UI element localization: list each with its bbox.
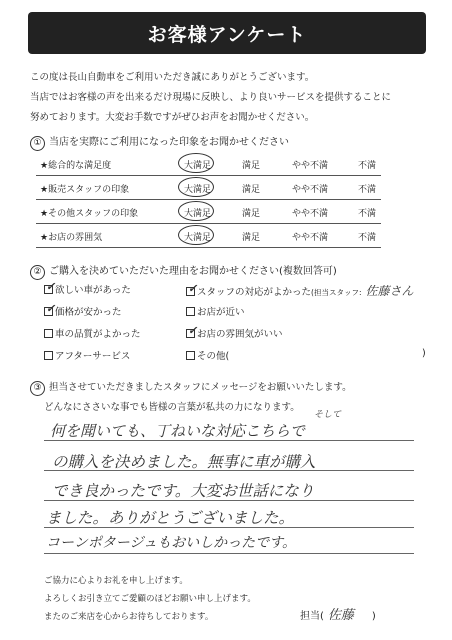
reason-label: お店の雰囲気がいい bbox=[197, 329, 283, 340]
intro-paragraph bbox=[30, 68, 430, 128]
staff-name-handwritten: 佐藤さん bbox=[365, 284, 414, 298]
reason-item[interactable] bbox=[44, 348, 130, 362]
rating-row bbox=[36, 200, 381, 224]
reason-item[interactable] bbox=[44, 304, 122, 318]
tanto-name-handwritten: 佐藤 bbox=[327, 608, 354, 623]
title-banner bbox=[28, 12, 426, 54]
staff-prefix-label: (担当スタッフ: bbox=[311, 288, 362, 297]
writing-line bbox=[44, 527, 414, 528]
other-close-paren: ) bbox=[422, 348, 426, 359]
rating-row-label: ★その他スタッフの印象 bbox=[40, 209, 139, 219]
tanto-field bbox=[300, 604, 376, 623]
writing-line bbox=[44, 470, 414, 471]
handwritten-message-line: の購入を決めました。無事に車が購入 bbox=[52, 453, 316, 471]
option-satisfied[interactable]: 満足 bbox=[242, 185, 261, 195]
reason-label: 欲しい車があった bbox=[55, 285, 131, 296]
footer-line: またのご来店を心からお待ちしております。 bbox=[44, 612, 214, 622]
check-mark-icon: ✓ bbox=[188, 324, 198, 337]
option-somewhat-dissatisfied[interactable]: やや不満 bbox=[292, 161, 329, 171]
q3-heading bbox=[30, 378, 440, 418]
reason-label: スタッフの対応がよかった bbox=[197, 287, 312, 298]
reason-item[interactable] bbox=[44, 326, 141, 340]
q1-heading bbox=[30, 133, 289, 151]
reason-item[interactable] bbox=[186, 304, 245, 318]
option-somewhat-dissatisfied[interactable]: やや不満 bbox=[292, 185, 329, 195]
option-satisfied[interactable]: 満足 bbox=[242, 233, 261, 243]
option-very-satisfied[interactable]: 大満足 bbox=[184, 161, 212, 171]
writing-line bbox=[44, 500, 414, 501]
reason-item[interactable] bbox=[186, 282, 413, 299]
checkbox[interactable] bbox=[186, 351, 195, 360]
writing-line bbox=[44, 440, 414, 441]
check-mark-icon: ✓ bbox=[46, 302, 56, 315]
checkbox[interactable] bbox=[44, 302, 56, 316]
footer-note bbox=[44, 572, 256, 626]
q1-number: ① bbox=[30, 136, 45, 151]
handwritten-insertion: そして bbox=[314, 410, 342, 420]
option-very-satisfied[interactable]: 大満足 bbox=[184, 209, 212, 219]
q2-heading-text: ご購入を決めていただいた理由をお聞かせください(複数回答可) bbox=[49, 266, 337, 277]
footer-line: よろしくお引き立てご愛顧のほどお願い申し上げます。 bbox=[44, 594, 256, 604]
option-dissatisfied[interactable]: 不満 bbox=[358, 161, 377, 171]
q2-number: ② bbox=[30, 265, 45, 280]
intro-line: 当店ではお客様の声を出来るだけ現場に反映し、より良いサービスを提供することに bbox=[30, 92, 392, 103]
option-dissatisfied[interactable]: 不満 bbox=[358, 185, 377, 195]
checkbox[interactable] bbox=[44, 351, 53, 360]
reason-item[interactable] bbox=[186, 348, 229, 362]
rating-row bbox=[36, 176, 381, 200]
rating-row-label: ★販売スタッフの印象 bbox=[40, 185, 130, 195]
checkbox[interactable] bbox=[186, 282, 198, 296]
q3-heading-text: 担当させていただきましたスタッフにメッセージをお願いいたします。 bbox=[49, 382, 352, 393]
q2-heading bbox=[30, 262, 337, 280]
rating-table bbox=[36, 152, 381, 248]
reason-label: 車の品質がよかった bbox=[55, 329, 141, 340]
option-satisfied[interactable]: 満足 bbox=[242, 209, 261, 219]
option-somewhat-dissatisfied[interactable]: やや不満 bbox=[292, 233, 329, 243]
handwritten-message-line: 何を聞いても、丁ねいな対応こちらで bbox=[50, 422, 305, 440]
intro-line: この度は長山自動車をご利用いただき誠にありがとうございます。 bbox=[30, 72, 315, 83]
checkbox[interactable] bbox=[186, 324, 198, 338]
option-somewhat-dissatisfied[interactable]: やや不満 bbox=[292, 209, 329, 219]
handwritten-message-line: コーンポタージュもおいしかったです。 bbox=[46, 535, 297, 551]
checkbox[interactable] bbox=[44, 280, 56, 294]
option-dissatisfied[interactable]: 不満 bbox=[358, 233, 377, 243]
q3-subheading: どんなにささいな事でも皆様の言葉が私共の力になります。 bbox=[44, 402, 300, 413]
option-satisfied[interactable]: 満足 bbox=[242, 161, 261, 171]
reason-item[interactable] bbox=[186, 326, 283, 340]
rating-row-label: ★総合的な満足度 bbox=[40, 161, 112, 171]
check-mark-icon: ✓ bbox=[188, 282, 198, 295]
rating-row bbox=[36, 152, 381, 176]
rating-row-label: ★お店の雰囲気 bbox=[40, 233, 103, 243]
option-very-satisfied[interactable]: 大満足 bbox=[184, 233, 212, 243]
reason-label: お店が近い bbox=[197, 307, 245, 318]
handwritten-message-line: でき良かったです。大変お世話になり bbox=[52, 482, 315, 500]
reason-item[interactable] bbox=[44, 282, 131, 296]
tanto-label: 担当( bbox=[300, 611, 324, 622]
option-dissatisfied[interactable]: 不満 bbox=[358, 209, 377, 219]
checkbox[interactable] bbox=[186, 307, 195, 316]
reason-label: 価格が安かった bbox=[55, 307, 122, 318]
page-title: お客様アンケート bbox=[147, 23, 307, 46]
intro-line: 努めております。大変お手数ですがぜひお声をお聞かせください。 bbox=[30, 112, 315, 123]
checkbox[interactable] bbox=[44, 329, 53, 338]
handwritten-message-line: ました。ありがとうございました。 bbox=[46, 509, 295, 527]
q3-number: ③ bbox=[30, 381, 45, 396]
reason-label: その他( bbox=[197, 351, 230, 362]
q1-heading-text: 当店を実際にご利用になった印象をお聞かせください bbox=[49, 137, 289, 148]
rating-row bbox=[36, 224, 381, 248]
writing-line bbox=[44, 553, 414, 554]
option-very-satisfied[interactable]: 大満足 bbox=[184, 185, 212, 195]
footer-line: ご協力に心よりお礼を申し上げます。 bbox=[44, 576, 188, 586]
check-mark-icon: ✓ bbox=[46, 280, 56, 293]
tanto-close-paren: ) bbox=[371, 611, 376, 622]
reason-label: アフターサービス bbox=[55, 351, 131, 362]
